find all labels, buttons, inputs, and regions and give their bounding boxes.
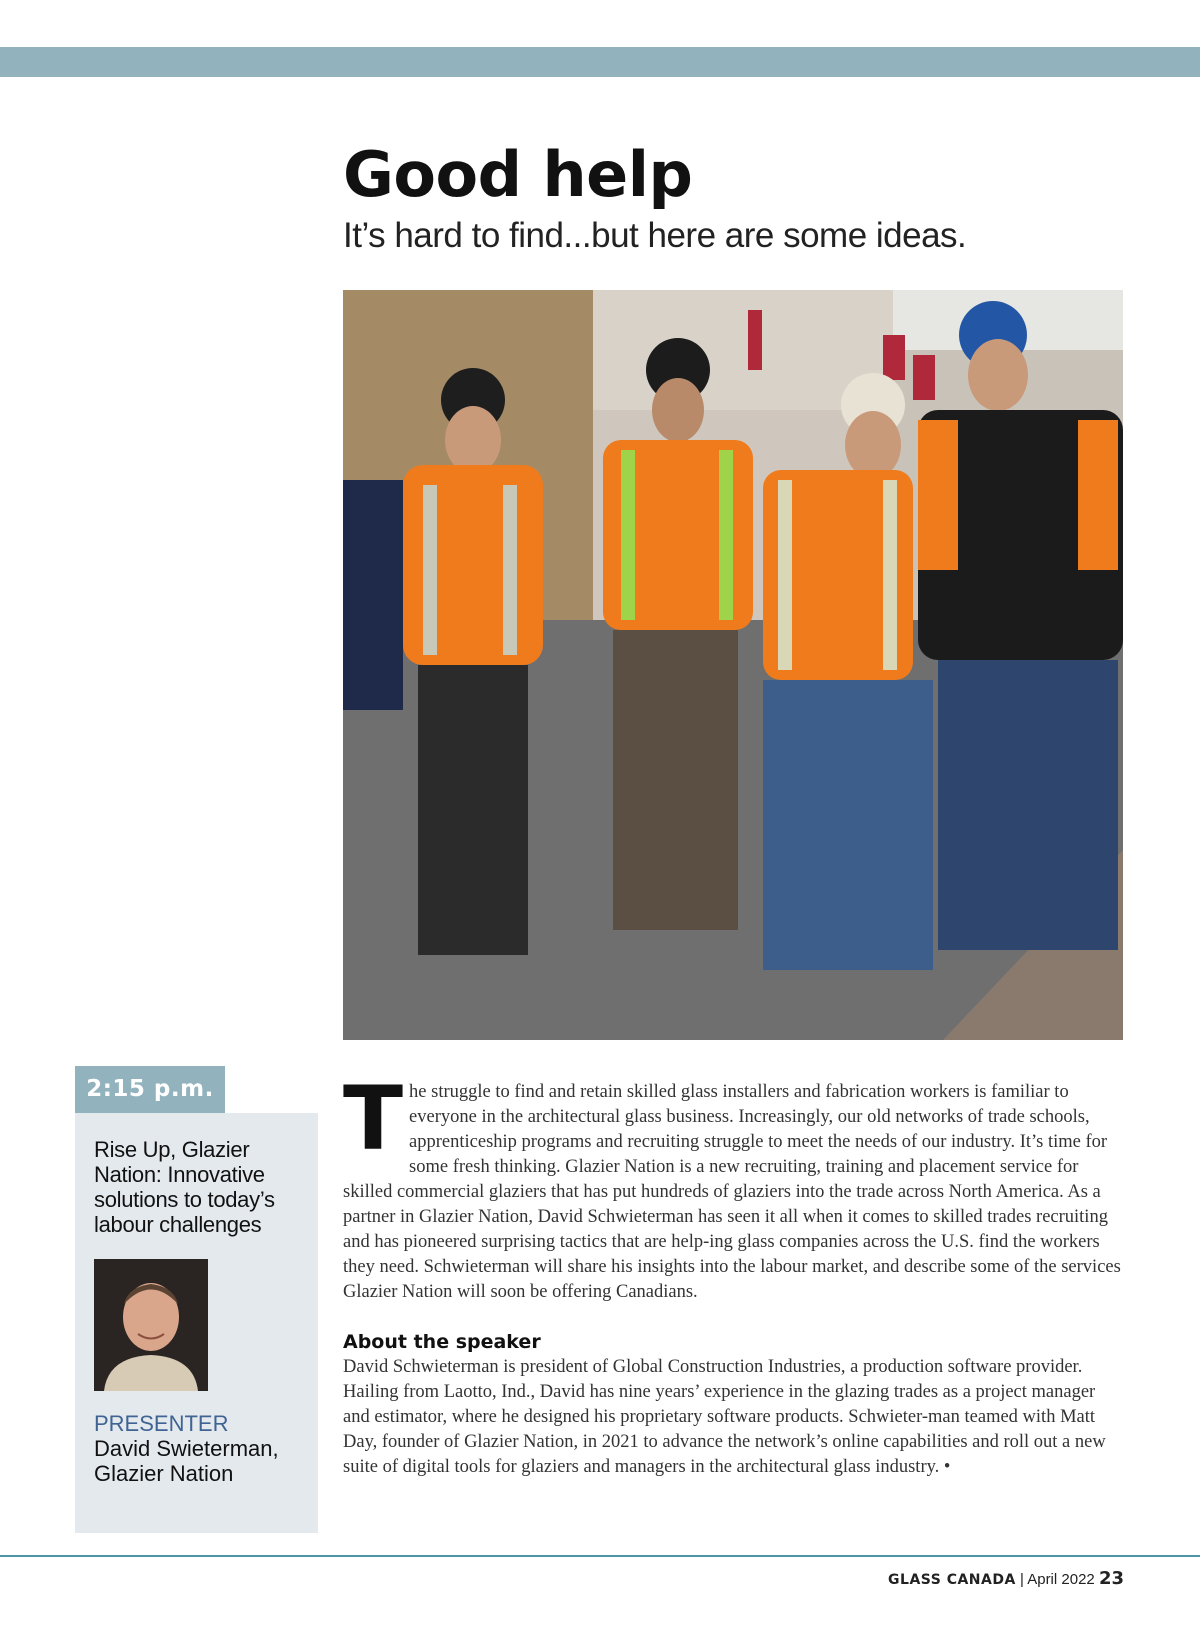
session-title: Rise Up, Glazier Nation: Innovative solutions to today’s labour challenges	[94, 1137, 275, 1237]
session-time: 2:15 p.m.	[75, 1066, 225, 1113]
page-number: 23	[1098, 1568, 1124, 1589]
article-title: Good help	[343, 138, 693, 211]
presenter-name: David Swieterman, Glazier Nation	[94, 1436, 279, 1486]
magazine-name: GLASS CANADA	[888, 1572, 1016, 1588]
presenter-headshot	[94, 1259, 208, 1391]
about-speaker-text: David Schwieterman is president of Global Construction Industries, a production software provider. Hailing from Laotto, Ind., David has nine years’ experience in the glazing trades as a project manager and estimator, where he designed his proprietary software products. Schwieter-man teamed with Matt Day, founder of Glazier Nation, in 2021 to advance the network’s online capabilities and roll out a new suite of digital tools for glaziers and managers in the architectural glass industry. •	[343, 1357, 1106, 1477]
header-color-band	[0, 47, 1200, 77]
issue-date: April 2022	[1027, 1571, 1095, 1588]
article-body	[343, 1067, 1125, 1480]
presenter-label: PRESENTER	[94, 1411, 229, 1436]
article-subtitle: It’s hard to find...but here are some ideas.	[343, 216, 967, 255]
banner	[913, 355, 935, 400]
banner	[883, 335, 905, 380]
intro-paragraph	[343, 1067, 1125, 1305]
article-photo	[343, 290, 1123, 1040]
banner	[748, 310, 762, 370]
intro-text: he struggle to find and retain skilled glass installers and fabrication workers is familiar to everyone in the architectural glass business. Increasingly, our old networks of trade schools, apprenticeship programs and recruiting struggle to meet the needs of our industry. It’s time for some fresh thinking. Glazier Nation is a new recruiting, training and placement service for skilled commercial glaziers that has put hundreds of glaziers into the trade across North America. As a partner in Glazier Nation, David Schwieterman has seen it all when it comes to skilled trades recruiting and has pioneered surprising tactics that are help-ing glass companies across the U.S. find the workers they need. Schwieterman will share his insights into the labour market, and describe some of the services Glazier Nation will soon be offering Canadians.	[343, 1082, 1121, 1302]
footer-rule	[0, 1555, 1200, 1557]
drop-cap: T	[343, 1067, 404, 1170]
footer-separator: |	[1015, 1571, 1028, 1588]
about-speaker-heading: About the speaker	[343, 1331, 541, 1353]
session-sidebar	[75, 1113, 318, 1533]
page-footer	[888, 1568, 1124, 1589]
